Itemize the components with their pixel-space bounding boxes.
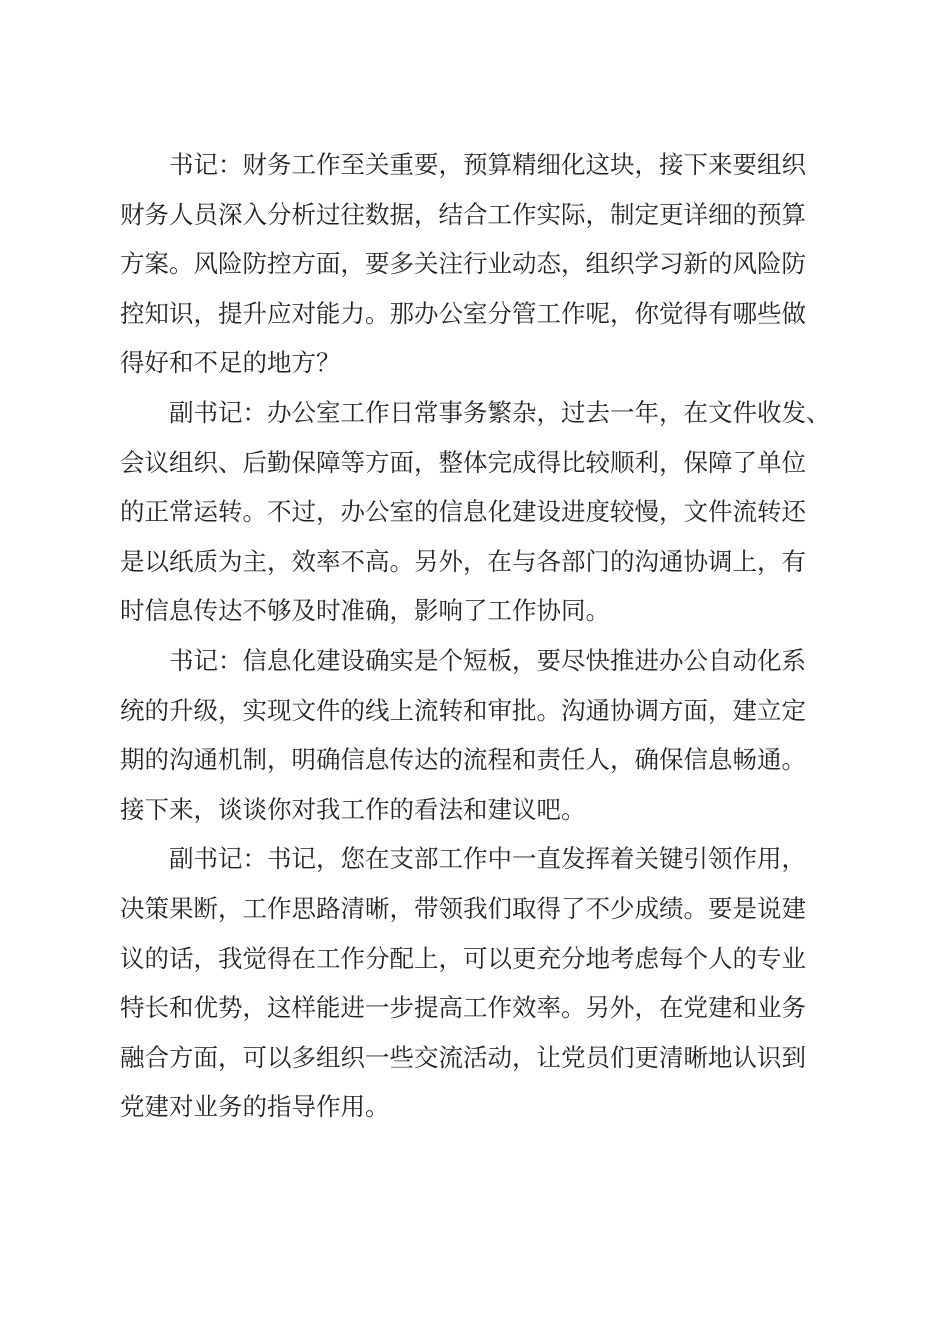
text-line: 融合方面，可以多组织一些交流活动，让党员们更清晰地认识到 <box>120 1042 806 1072</box>
paragraph <box>120 388 831 636</box>
text-line: 时信息传达不够及时准确，影响了工作协同。 <box>120 596 610 626</box>
text-line: 书记：财务工作至关重要，预算精细化这块，接下来要组织 <box>169 150 806 179</box>
text-line: 控知识，提升应对能力。那办公室分管工作呢，你觉得有哪些做 <box>120 298 806 328</box>
text-line: 副书记：书记，您在支部工作中一直发挥着关键引领作用， <box>169 844 806 874</box>
text-line: 的正常运转。不过，办公室的信息化建设进度较慢，文件流转还 <box>120 497 806 527</box>
text-line: 得好和不足的地方？ <box>120 348 341 378</box>
text-line: 期的沟通机制，明确信息传达的流程和责任人，确保信息畅通。 <box>120 745 806 775</box>
text-line: 决策果断，工作思路清晰，带领我们取得了不少成绩。要是说建 <box>120 893 806 923</box>
text-line: 方案。风险防控方面，要多关注行业动态，组织学习新的风险防 <box>120 249 806 279</box>
text-line: 书记：信息化建设确实是个短板，要尽快推进办公自动化系 <box>169 645 806 675</box>
text-line: 财务人员深入分析过往数据，结合工作实际，制定更详细的预算 <box>120 199 806 229</box>
text-line: 议的话，我觉得在工作分配上，可以更充分地考虑每个人的专业 <box>120 943 806 973</box>
paragraph <box>120 636 820 834</box>
text-line: 是以纸质为主，效率不高。另外，在与各部门的沟通协调上，有 <box>120 546 806 576</box>
text-line: 统的升级，实现文件的线上流转和审批。沟通协调方面，建立定 <box>120 695 806 725</box>
text-line: 会议组织、后勤保障等方面，整体完成得比较顺利，保障了单位 <box>120 447 806 477</box>
text-line: 副书记：办公室工作日常事务繁杂，过去一年，在文件收发、 <box>169 397 831 427</box>
paragraph <box>120 140 820 388</box>
text-line: 接下来，谈谈你对我工作的看法和建议吧。 <box>120 794 586 824</box>
paragraph <box>120 834 820 1132</box>
document-body <box>120 140 831 1132</box>
text-line: 特长和优势，这样能进一步提高工作效率。另外，在党建和业务 <box>120 993 806 1023</box>
text-line: 党建对业务的指导作用。 <box>120 1092 390 1122</box>
